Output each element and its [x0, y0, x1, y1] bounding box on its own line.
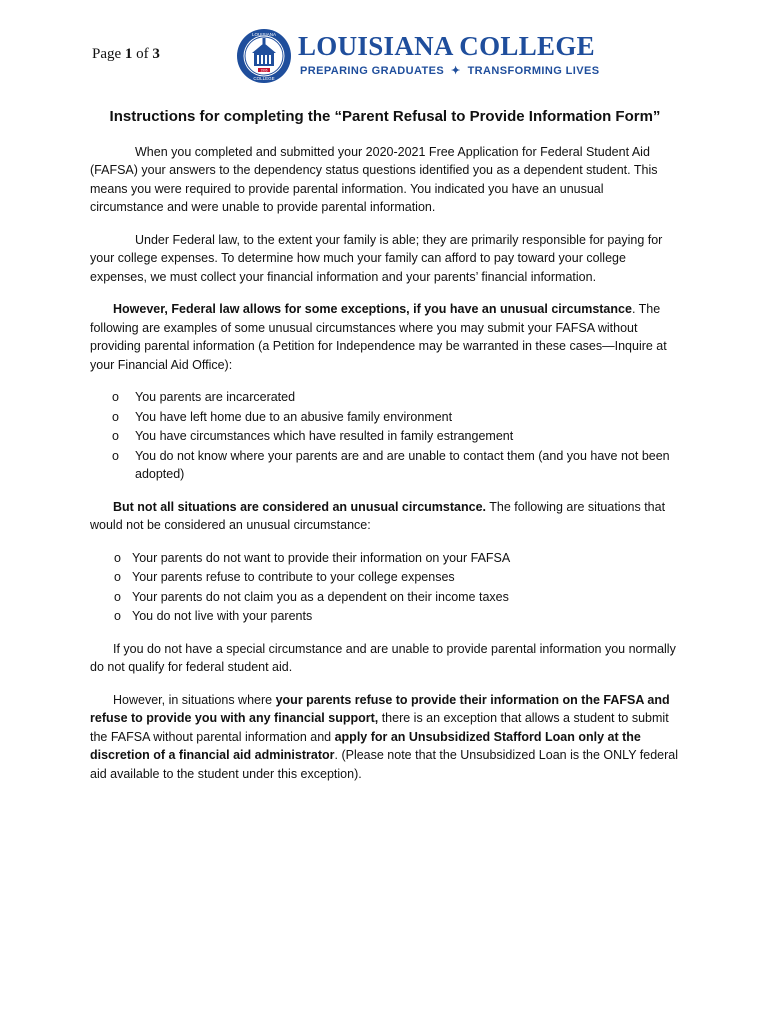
exceptions-body: The following are examples of some unusual circumstances where you may submit your FAFSA without providing parental information (a Petition for Independence may be warranted in these cases—Inquire at your Financial Aid Office):: [90, 302, 667, 372]
list-item: o You do not know where your parents are and are unable to contact them (and you have not been adopted): [112, 448, 670, 481]
page-total: 3: [152, 46, 160, 62]
page-label: Page: [92, 46, 122, 62]
list-item: o Your parents do not want to provide their information on your FAFSA: [114, 550, 511, 565]
document-title: Instructions for completing the “Parent Refusal to Provide Information Form”: [109, 108, 661, 125]
svg-text:1906: 1906: [260, 68, 268, 73]
tagline-separator: ✦: [451, 65, 461, 77]
brand-tagline: [300, 64, 599, 77]
final-paragraph: However, in situations where your parents refuse to provide their information on the FAFSA and refuse to provide you with any financial support, there is an exception that allows a student to submit the FAFSA without parental information and apply for an Unsubsidized Stafford Loan only at the discretion of a financial aid administrator. (Please note that the Unsubsidized Loan is the ONLY federal aid available to the student under this exception).: [90, 692, 678, 781]
svg-text:LOUISIANA: LOUISIANA: [251, 32, 277, 37]
final-bold-2: apply for an Unsubsidized Stafford Loan only at the discretion of a financial aid administrator: [90, 729, 641, 762]
exceptions-paragraph: However, Federal law allows for some exceptions, if you have an unusual circumstance. The following are examples of some unusual circumstances where you may submit your FAFSA without providing parental information (a Petition for Independence may be warranted in these cases—Inquire at your Financial Aid Office):: [90, 302, 667, 372]
brand-name: LOUISIANA COLLEGE: [298, 31, 595, 61]
document-body: [90, 108, 680, 797]
list-item: o You do not live with your parents: [114, 609, 313, 623]
final-bold-1: your parents refuse to provide their information on the FAFSA and refuse to provide you with any financial support,: [90, 692, 670, 725]
intro-paragraph-2: Under Federal law, to the extent your family is able; they are primarily responsible for paying for your college expenses. To determine how much your family can afford to pay toward your college expenses, we must collect your financial information and your parents’ financial information.: [90, 232, 663, 284]
list-item: o Your parents refuse to contribute to your college expenses: [114, 570, 455, 584]
not-unusual-list: [90, 549, 680, 626]
unusual-circumstances-list: [90, 388, 680, 484]
exceptions-lead: However, Federal law allows for some exceptions, if you have an unusual circumstance: [113, 302, 632, 316]
intro-paragraph-1: When you completed and submitted your 2020-2021 Free Application for Federal Student Aid (FAFSA) your answers to the dependency status questions identified you as a dependent student. This means you were required to provide parental information. You indicated you have an unusual circumstance and were unable to provide parental information.: [90, 144, 658, 214]
not-unusual-lead: But not all situations are considered an unusual circumstance.: [113, 499, 487, 514]
list-item: o You parents are incarcerated: [112, 390, 296, 404]
list-item: o Your parents do not claim you as a dependent on their income taxes: [114, 589, 509, 604]
list-item: o You have circumstances which have resulted in family estrangement: [112, 429, 514, 443]
svg-text:COLLEGE: COLLEGE: [253, 76, 275, 81]
college-logo: [236, 28, 600, 84]
not-unusual-body: The following are situations that would not be considered an unusual circumstance:: [90, 499, 666, 532]
no-special-paragraph: If you do not have a special circumstance and are unable to provide parental information you normally do not qualify for federal student aid.: [90, 641, 676, 674]
tagline-right: TRANSFORMING LIVES: [467, 65, 600, 77]
tagline-left: PREPARING GRADUATES: [300, 65, 445, 77]
page-number: [92, 46, 160, 63]
page-of: of: [136, 46, 149, 62]
list-item: o You have left home due to an abusive family environment: [112, 409, 453, 424]
college-seal-icon: [236, 28, 292, 84]
not-unusual-paragraph: [90, 498, 680, 535]
page-current: 1: [124, 46, 133, 62]
